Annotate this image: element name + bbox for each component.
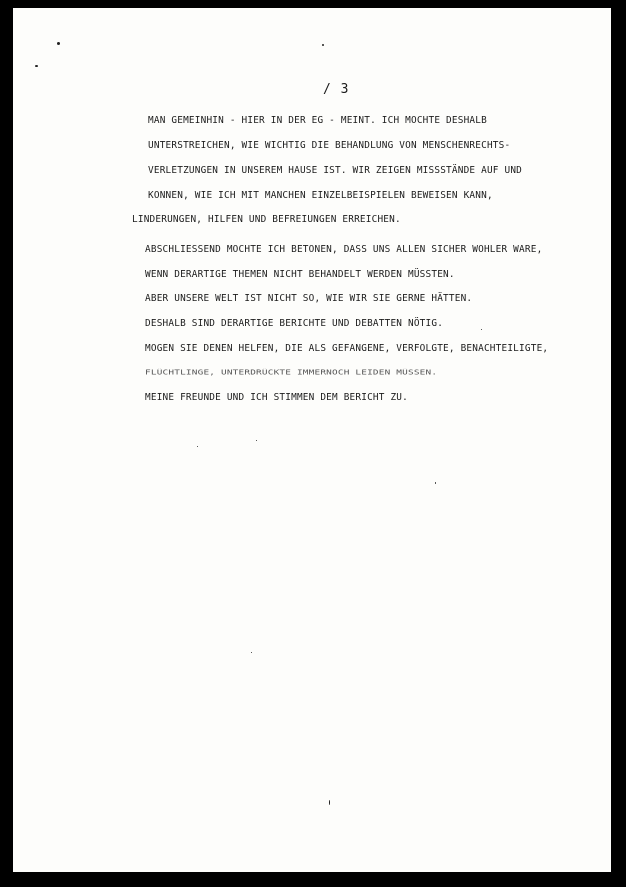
text-line: MOGEN SIE DENEN HELFEN, DIE ALS GEFANGENE, VERFOLGTE, BENACHTEILIGTE,: [145, 343, 549, 354]
scan-speck: [481, 329, 482, 330]
text-line: ABSCHLIESSEND MOCHTE ICH BETONEN, DASS UNS ALLEN SICHER WOHLER WARE,: [145, 244, 543, 255]
scan-speck: [322, 44, 324, 46]
document-page: [13, 8, 611, 872]
text-line: LINDERUNGEN, HILFEN UND BEFREIUNGEN ERREICHEN.: [132, 214, 401, 225]
text-line: MAN GEMEINHIN - HIER IN DER EG - MEINT. ICH MOCHTE DESHALB: [148, 115, 487, 126]
text-line: FLÜCHTLINGE, UNTERDRÜCKTE IMMERNOCH LEIDEN MÜSSEN.: [145, 368, 438, 377]
scan-speck: [435, 482, 436, 484]
text-line: KONNEN, WIE ICH MIT MANCHEN EINZELBEISPIELEN BEWEISEN KANN,: [148, 190, 493, 201]
text-line: VERLETZUNGEN IN UNSEREM HAUSE IST. WIR ZEIGEN MISSSTÄNDE AUF UND: [148, 165, 523, 176]
scan-speck: [35, 65, 38, 67]
text-line: MEINE FREUNDE UND ICH STIMMEN DEM BERICHT ZU.: [145, 392, 408, 403]
text-line: DESHALB SIND DERARTIGE BERICHTE UND DEBATTEN NÖTIG.: [145, 318, 444, 329]
scan-speck: [57, 42, 60, 45]
page-number: / 3: [323, 82, 350, 97]
scan-speck: [251, 652, 252, 653]
text-line: WENN DERARTIGE THEMEN NICHT BEHANDELT WERDEN MÜSSTEN.: [145, 269, 455, 280]
text-line: UNTERSTREICHEN, WIE WICHTIG DIE BEHANDLUNG VON MENSCHENRECHTS-: [148, 140, 511, 151]
scan-speck: [197, 446, 198, 447]
text-line: ABER UNSERE WELT IST NICHT SO, WIE WIR SIE GERNE HÄTTEN.: [145, 293, 473, 304]
scan-speck: [256, 440, 257, 441]
scan-speck: [329, 800, 330, 805]
